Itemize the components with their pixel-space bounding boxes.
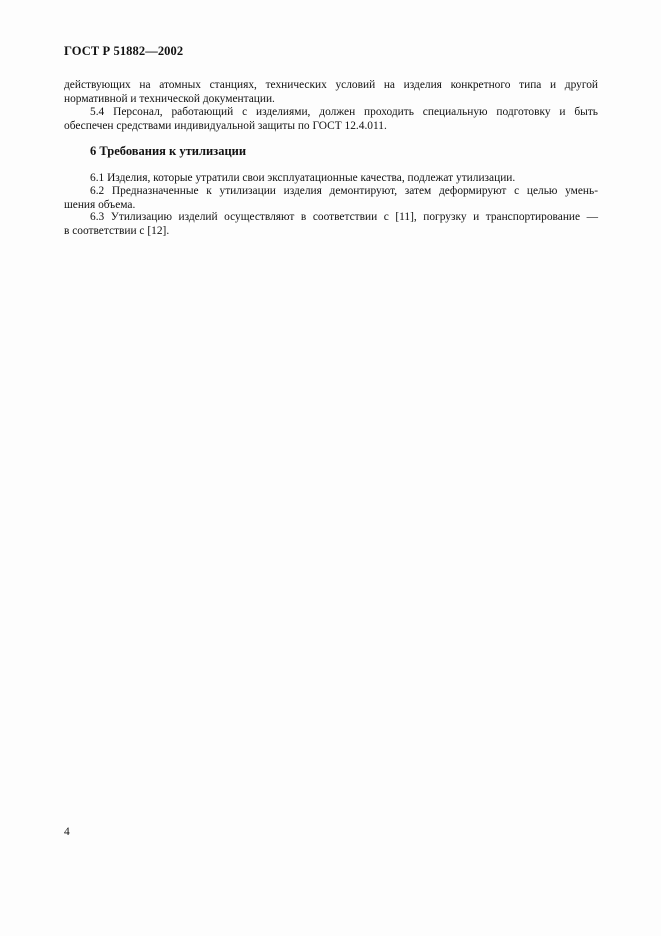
paragraph-6-3 xyxy=(64,210,598,238)
section-5-continuation xyxy=(64,78,598,106)
paragraph-5-4 xyxy=(64,105,598,133)
paragraph-line: действующих на атомных станциях, технических условий на изделия конкретного типа и другой xyxy=(64,79,598,91)
paragraph-line: 5.4 Персонал, работающий с изделиями, должен проходить специальную подготовку и быть xyxy=(90,106,598,118)
section-6-title: 6 Требования к утилизации xyxy=(90,144,247,158)
document-header: ГОСТ Р 51882—2002 xyxy=(64,44,184,58)
paragraph-line: нормативной и технической документации. xyxy=(64,93,275,105)
page-number: 4 xyxy=(64,826,70,838)
paragraph-line: 6.2 Предназначенные к утилизации изделия демонтируют, затем деформируют с целью умень- xyxy=(90,185,598,197)
paragraph-line: обеспечен средствами индивидуальной защиты по ГОСТ 12.4.011. xyxy=(64,120,387,132)
paragraph-line: 6.1 Изделия, которые утратили свои эксплуатационные качества, подлежат утилизации. xyxy=(90,172,516,184)
paragraph-line: шения объема. xyxy=(64,199,136,211)
paragraph-line: 6.3 Утилизацию изделий осуществляют в соответствии с [11], погрузку и транспортирование — xyxy=(90,211,598,223)
paragraph-6-1 xyxy=(64,171,598,185)
paragraph-6-2 xyxy=(64,184,598,212)
paragraph-line: в соответствии с [12]. xyxy=(64,225,170,237)
